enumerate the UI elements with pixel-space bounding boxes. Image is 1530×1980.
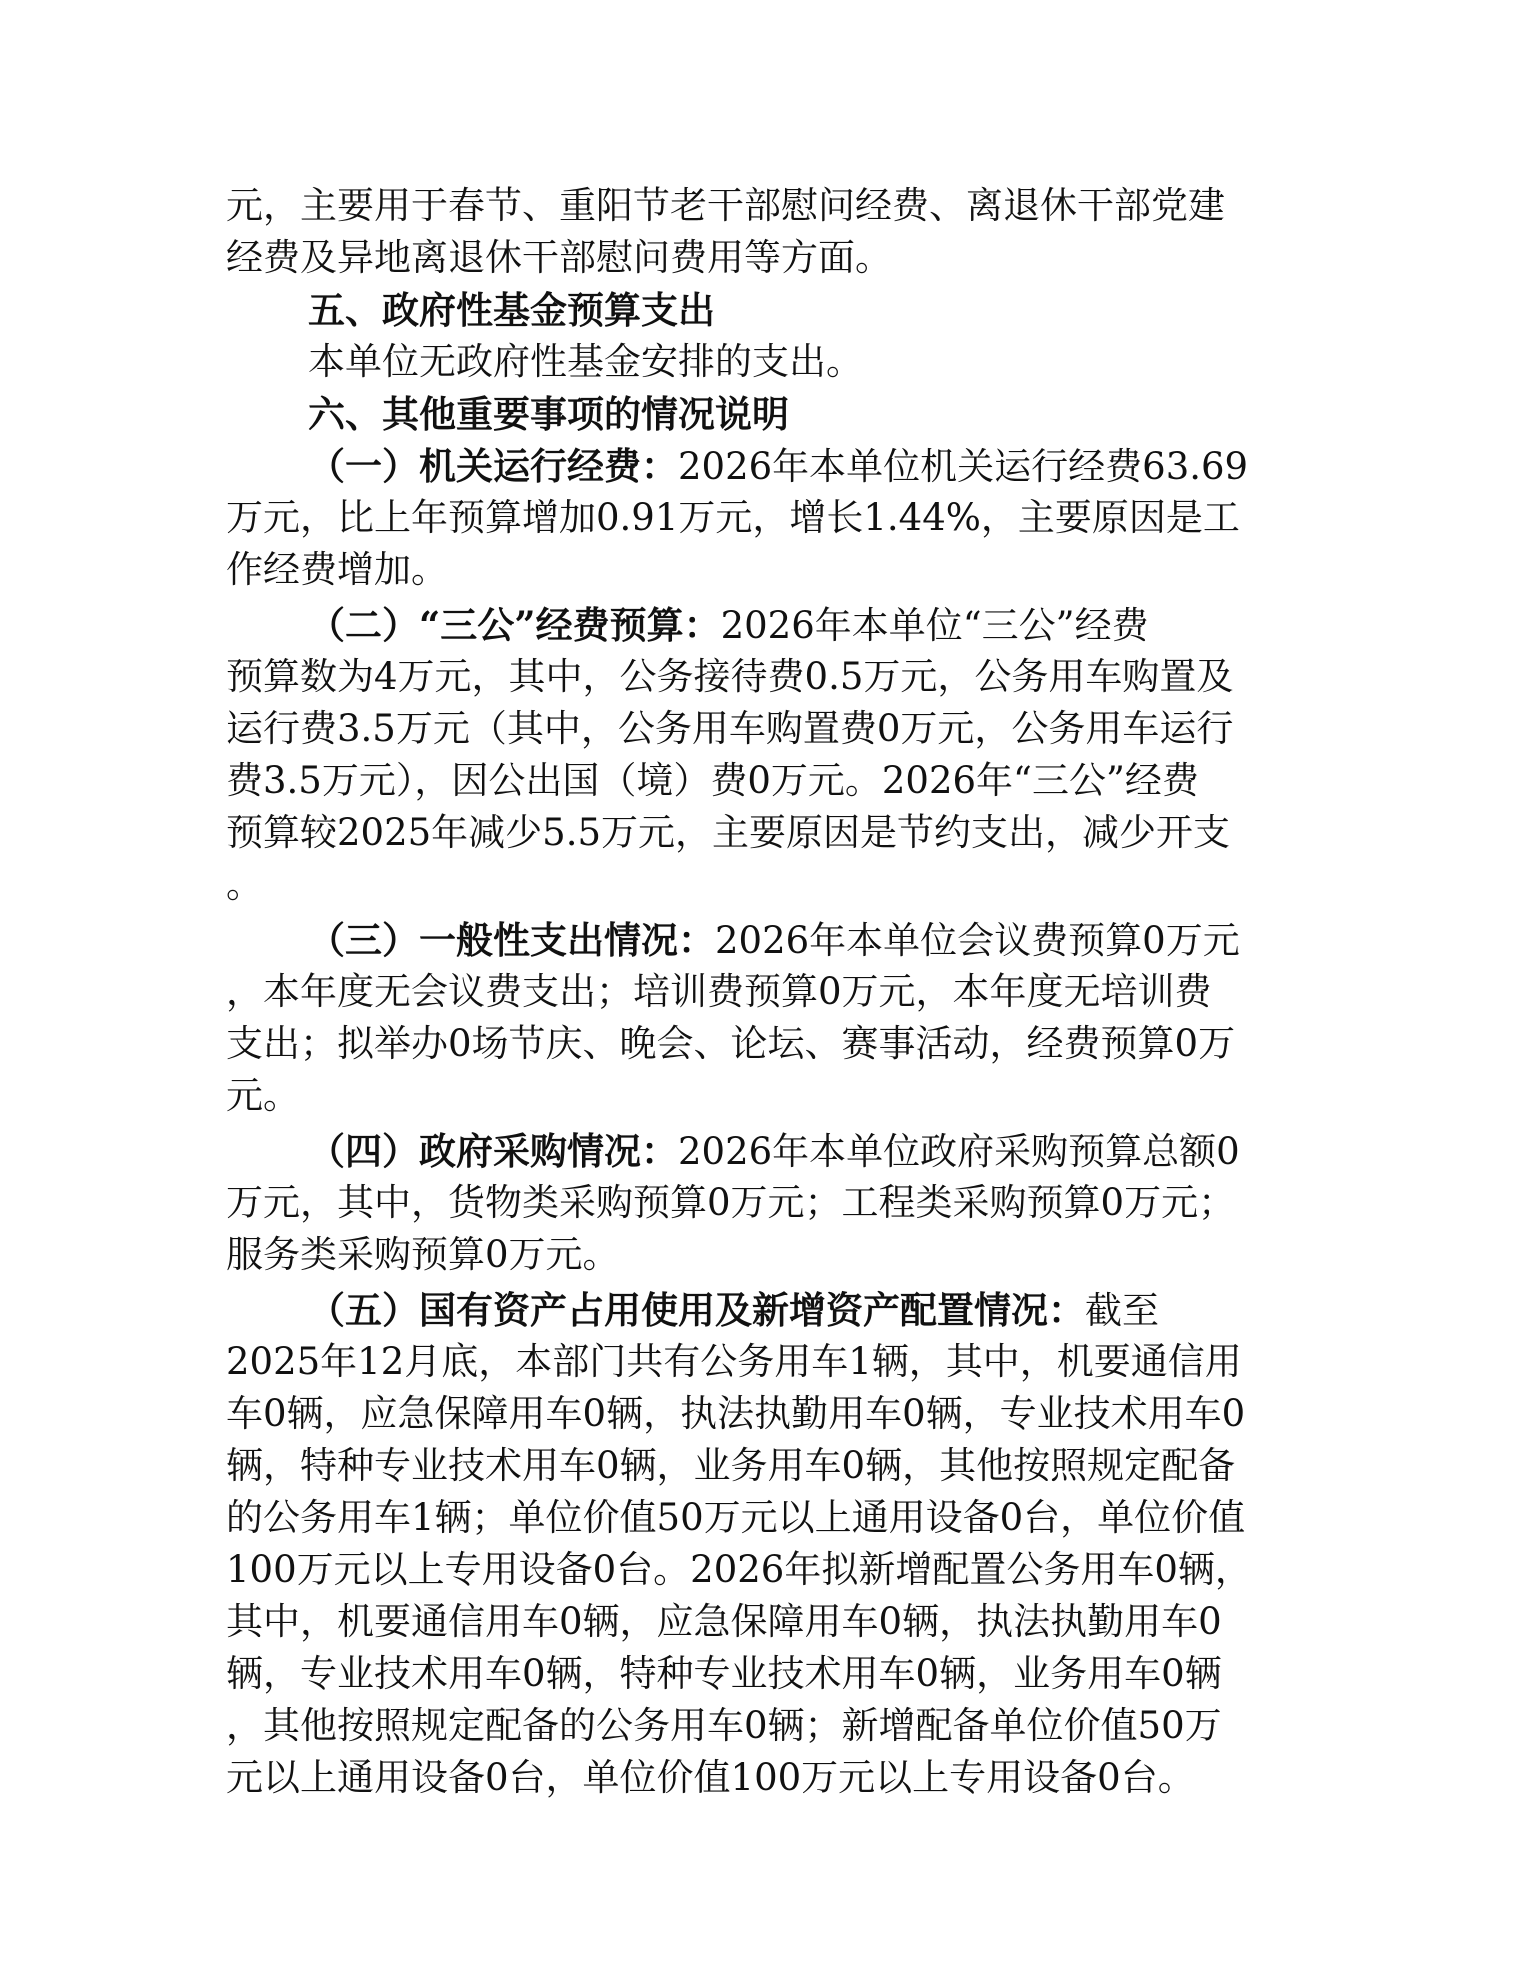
paragraph-line: 作经费增加。: [226, 548, 448, 591]
subheading-1: （一）机关运行经费：: [308, 444, 678, 488]
paragraph-line: [226, 440, 1300, 492]
document-page: [226, 180, 1300, 1804]
subheading-5: （五）国有资产占用使用及新增资产配置情况：: [308, 1288, 1085, 1332]
paragraph-line: [226, 914, 1300, 966]
paragraph-line: 预算数为4万元，其中，公务接待费0.5万元，公务用车购置及: [226, 655, 1234, 698]
paragraph-text: 2026年本单位机关运行经费63.69: [678, 445, 1249, 488]
paragraph-line: 服务类采购预算0万元。: [226, 1233, 620, 1276]
paragraph-line: 车0辆，应急保障用车0辆，执法执勤用车0辆，专业技术用车0: [226, 1392, 1246, 1435]
section-heading-5: 五、政府性基金预算支出: [308, 288, 715, 332]
paragraph-line: 2025年12月底，本部门共有公务用车1辆，其中，机要通信用: [226, 1340, 1242, 1383]
subheading-3: （三）一般性支出情况：: [308, 918, 715, 962]
paragraph-line: 支出；拟举办0场节庆、晚会、论坛、赛事活动，经费预算0万: [226, 1022, 1236, 1065]
paragraph-line: 元以上通用设备0台，单位价值100万元以上专用设备0台。: [226, 1756, 1195, 1799]
paragraph-line: 元。: [226, 1074, 300, 1117]
paragraph-line: ，其他按照规定配备的公务用车0辆；新增配备单位价值50万: [226, 1704, 1222, 1747]
paragraph-line: 经费及异地离退休干部慰问费用等方面。: [226, 236, 892, 279]
paragraph-text: 2026年本单位政府采购预算总额0: [678, 1130, 1240, 1173]
paragraph-line: 本单位无政府性基金安排的支出。: [308, 340, 863, 383]
paragraph-line: 100万元以上专用设备0台。2026年拟新增配置公务用车0辆，: [226, 1548, 1252, 1591]
paragraph-line: 。: [226, 863, 263, 906]
paragraph-text: 2026年本单位会议费预算0万元: [715, 919, 1240, 962]
paragraph-line: 的公务用车1辆；单位价值50万元以上通用设备0台，单位价值: [226, 1496, 1246, 1539]
paragraph-text: 截至: [1085, 1289, 1159, 1332]
paragraph-line: ，本年度无会议费支出；培训费预算0万元，本年度无培训费: [226, 970, 1212, 1013]
paragraph-line: 万元，比上年预算增加0.91万元，增长1.44%，主要原因是工: [226, 496, 1240, 539]
paragraph-line: [226, 1125, 1300, 1177]
subheading-4: （四）政府采购情况：: [308, 1129, 678, 1173]
paragraph-line: 其中，机要通信用车0辆，应急保障用车0辆，执法执勤用车0: [226, 1600, 1222, 1643]
paragraph-line: [226, 599, 1300, 651]
paragraph-line: 预算较2025年减少5.5万元，主要原因是节约支出，减少开支: [226, 811, 1231, 854]
paragraph-line: [226, 1284, 1300, 1336]
paragraph-line: 元，主要用于春节、重阳节老干部慰问经费、离退休干部党建: [226, 184, 1225, 227]
paragraph-line: 辆，专业技术用车0辆，特种专业技术用车0辆，业务用车0辆: [226, 1652, 1222, 1695]
subheading-2: （二）“三公”经费预算：: [308, 603, 721, 647]
paragraph-line: 辆，特种专业技术用车0辆，业务用车0辆，其他按照规定配备: [226, 1444, 1236, 1487]
paragraph-line: 费3.5万元），因公出国（境）费0万元。2026年“三公”经费: [226, 759, 1199, 802]
section-heading-6: 六、其他重要事项的情况说明: [308, 392, 789, 436]
paragraph-line: 万元，其中，货物类采购预算0万元；工程类采购预算0万元；: [226, 1181, 1236, 1224]
paragraph-line: 运行费3.5万元（其中，公务用车购置费0万元，公务用车运行: [226, 707, 1234, 750]
paragraph-text: 2026年本单位“三公”经费: [720, 604, 1149, 647]
